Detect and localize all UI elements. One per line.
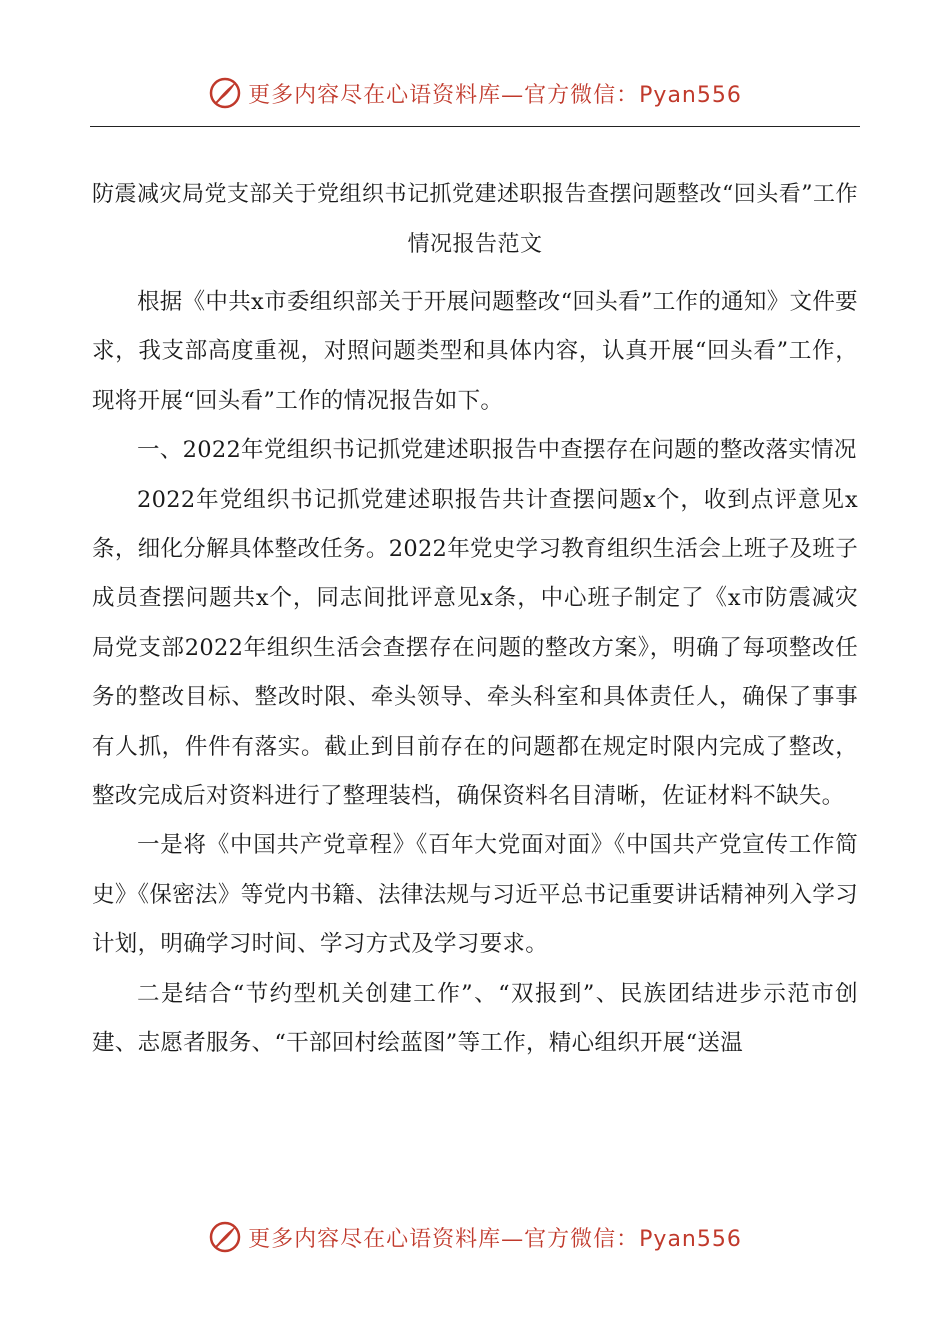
quill-logo-icon xyxy=(208,1220,242,1254)
paragraph: 一、2022年党组织书记抓党建述职报告中查摆存在问题的整改落实情况 xyxy=(137,437,857,464)
paragraph: 根据《中共x市委组织部关于开展问题整改“回头看”工作的通知》文件要求，我支部高度重视，对照问题类型和具体内容，认真开展“回头看”工作，现将开展“回头看”工作的情况报告如下。 xyxy=(92,289,858,414)
header-banner xyxy=(0,68,950,118)
paragraph: 二是结合“节约型机关创建工作”、“双报到”、民族团结进步示范市创建、志愿者服务、“干部回村绘蓝图”等工作，精心组织开展“送温 xyxy=(92,980,858,1057)
header-divider xyxy=(90,126,860,127)
footer-banner xyxy=(0,1212,950,1262)
paragraph: 一是将《中国共产党章程》《百年大党面对面》《中国共产党宣传工作简史》《保密法》等党内书籍、法律法规与习近平总书记重要讲话精神列入学习计划，明确学习时间、学习方式及学习要求。 xyxy=(92,832,858,958)
banner-text xyxy=(248,78,742,109)
banner-text xyxy=(248,1222,742,1253)
paragraph: 2022年党组织书记抓党建述职报告共计查摆问题x个，收到点评意见x条，细化分解具体整改任务。2022年党史学习教育组织生活会上班子及班子成员查摆问题共x个，同志间批评意见x条，中心班子制定了《x市防震减灾局党支部2022年组织生活会查摆存在问题的整改方案》，明确了每项整改任务的整改目标、整改时限、牵头领导、牵头科室和具体责任人，确保了事事有人抓，件件有落实。截止到目前存在的问题都在规定时限内完成了整改，整改完成后对资料进行了整理装档，确保资料名目清晰，佐证材料不缺失。 xyxy=(92,486,858,810)
banner-site-name: 更多内容尽在心语资料库 xyxy=(248,1226,502,1252)
quill-logo-icon xyxy=(208,76,242,110)
banner-site-name: 更多内容尽在心语资料库 xyxy=(248,82,502,108)
banner-separator: — xyxy=(501,1226,525,1252)
banner-wechat: 官方微信：Pyan556 xyxy=(524,82,742,108)
banner-wechat: 官方微信：Pyan556 xyxy=(524,1226,742,1252)
banner-separator: — xyxy=(501,82,525,108)
document-body xyxy=(92,278,858,1069)
document-title: 防震减灾局党支部关于党组织书记抓党建述职报告查摆问题整改“回头看”工作情况报告范文 xyxy=(92,182,858,257)
